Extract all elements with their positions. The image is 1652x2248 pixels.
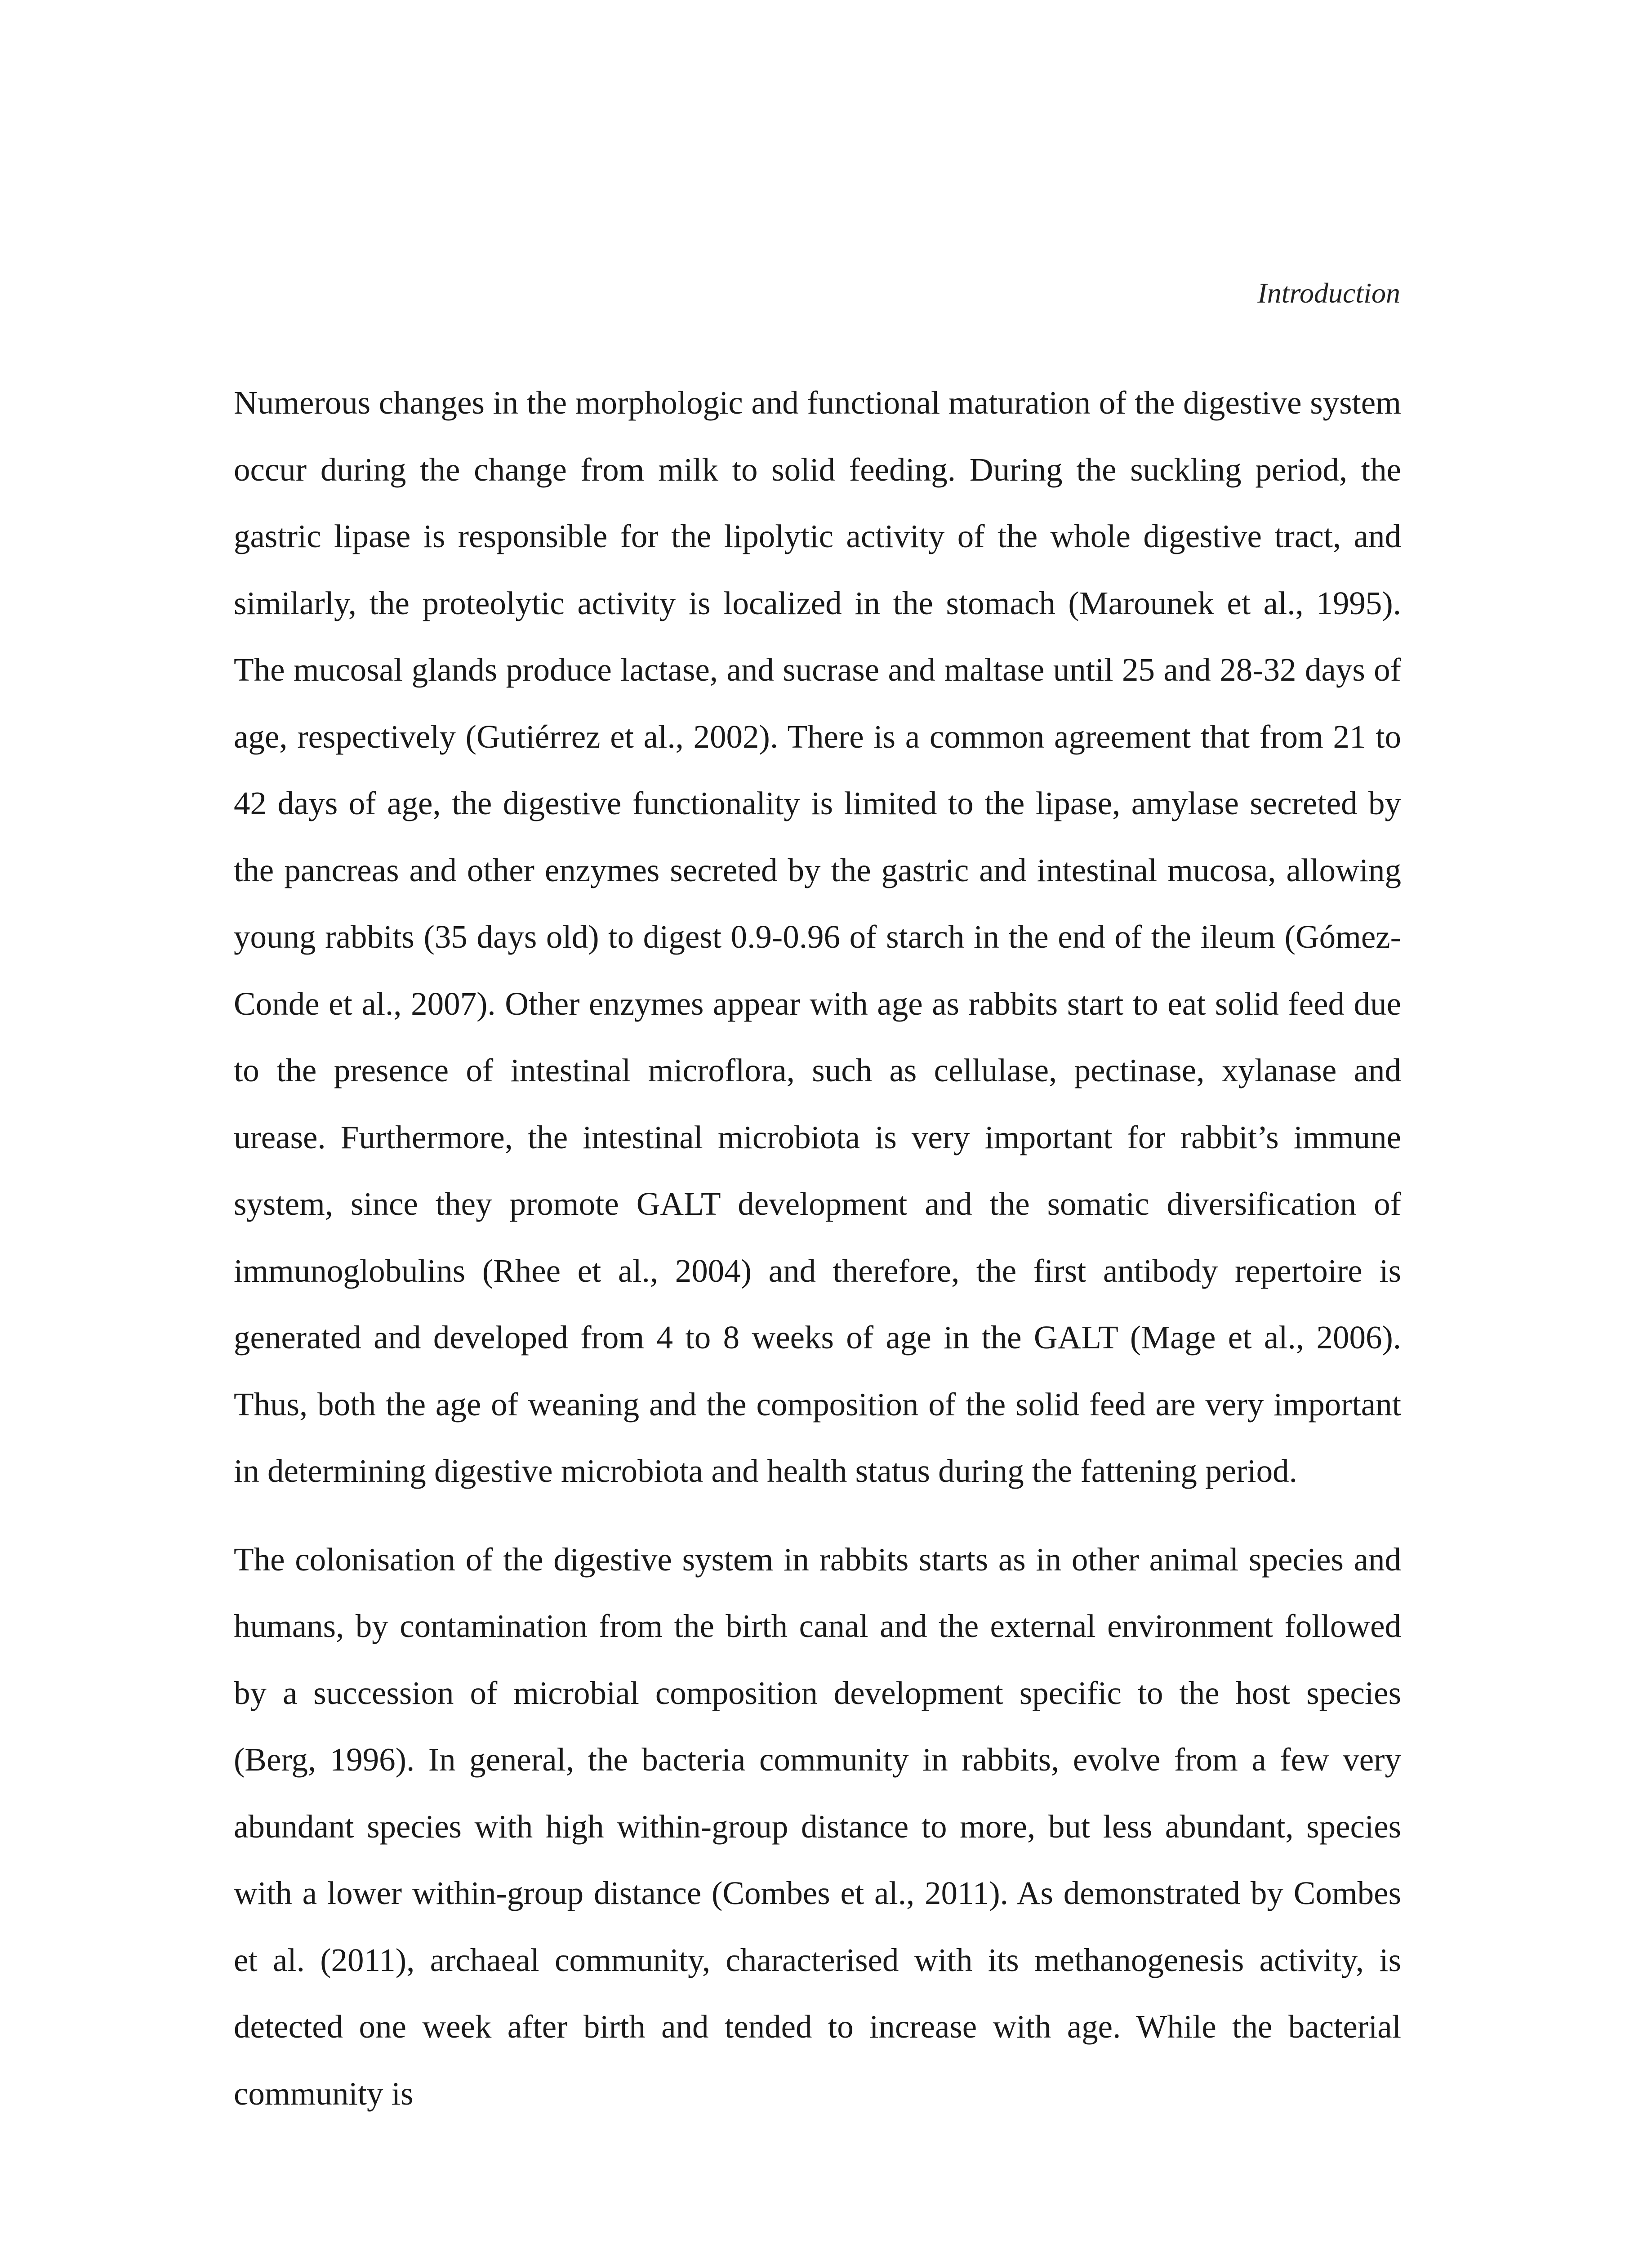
paragraph-colonisation: The colonisation of the digestive system in rabbits starts as in other animal species and humans, by contamination from the birth canal and the external environment followed by a succession of microbial composition development specific to the host species (Berg, 1996). In general, the bacteria community in rabbits, evolve from a few very abundant species with high within-group distance to more, but less abundant, species with a lower within-group distance (Combes et al., 2011). As demonstrated by Combes et al. (2011), archaeal community, characterised with its methanogenesis activity, is detected one week after birth and tended to increase with age. While the bacterial community is [234,1541,1401,2112]
running-header: Introduction [1257,277,1400,309]
body-text [234,370,1401,2127]
paragraph-digestive-maturation: Numerous changes in the morphologic and functional maturation of the digestive system occur during the change from milk to solid feeding. During the suckling period, the gastric lipase is responsible for the lipolytic activity of the whole digestive tract, and similarly, the proteolytic activity is localized in the stomach (Marounek et al., 1995). The mucosal glands produce lactase, and sucrase and maltase until 25 and 28-32 days of age, respectively (Gutiérrez et al., 2002). There is a common agreement that from 21 to 42 days of age, the digestive functionality is limited to the lipase, amylase secreted by the pancreas and other enzymes secreted by the gastric and intestinal mucosa, allowing young rabbits (35 days old) to digest 0.9-0.96 of starch in the end of the ileum (Gómez-Conde et al., 2007). Other enzymes appear with age as rabbits start to eat solid feed due to the presence of intestinal microflora, such as cellulase, pectinase, xylanase and urease. Furthermore, the intestinal microbiota is very important for rabbit’s immune system, since they promote GALT development and the somatic diversification of immunoglobulins (Rhee et al., 2004) and therefore, the first antibody repertoire is generated and developed from 4 to 8 weeks of age in the GALT (Mage et al., 2006). Thus, both the age of weaning and the composition of the solid feed are very important in determining digestive microbiota and health status during the fattening period. [234,384,1401,1489]
